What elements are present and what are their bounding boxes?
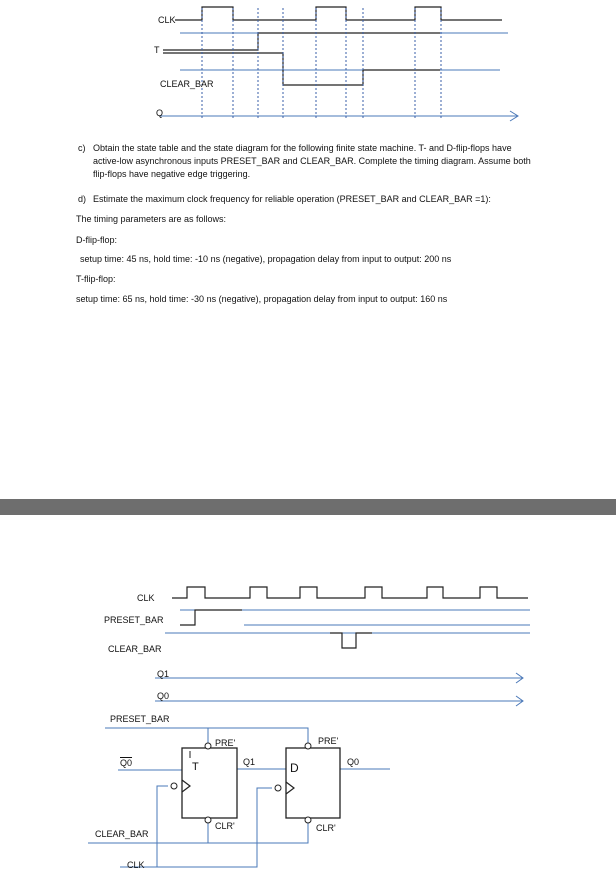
clear-bar2-waveform	[330, 633, 372, 648]
timing-and-circuit	[0, 515, 616, 888]
t-pre-bubble	[205, 743, 211, 749]
circuit-preset-bar-label: PRESET_BAR	[110, 714, 170, 724]
dff-params: setup time: 45 ns, hold time: -10 ns (negative), propagation delay from input to output: 200 ns	[80, 254, 452, 264]
clk-label: CLK	[158, 15, 176, 25]
circuit-wires	[88, 728, 390, 867]
dff-title: D-flip-flop:	[76, 235, 118, 245]
clk-waveform	[175, 7, 502, 20]
d-clr-label: CLR'	[316, 823, 336, 833]
clock-edge-guides	[202, 8, 441, 120]
d-flip-flop-box	[286, 748, 340, 818]
clear-bar2-label: CLEAR_BAR	[108, 644, 162, 654]
circuit-clear-bar-label: CLEAR_BAR	[95, 829, 149, 839]
preset-bar-waveform	[180, 610, 242, 625]
page-bottom	[0, 515, 616, 888]
preset-bar2-label: PRESET_BAR	[104, 615, 164, 625]
question-d-label: d)	[78, 194, 87, 204]
q-label: Q	[156, 108, 164, 118]
question-c-label: c)	[78, 143, 86, 153]
q1-output-label: Q1	[243, 757, 256, 767]
page-divider	[0, 499, 616, 515]
question-d-text: Estimate the maximum clock frequency for reliable operation (PRESET_BAR and CLEAR_BAR =1):	[93, 194, 491, 204]
t-clr-bubble	[205, 817, 211, 823]
q1-label: Q1	[157, 669, 170, 679]
t-input-label: T	[192, 761, 199, 773]
t-flip-flop-box	[182, 748, 237, 818]
q0-label: Q0	[157, 691, 170, 701]
q0-output-label: Q0	[347, 757, 360, 767]
t-clk-arrow	[182, 780, 190, 792]
t-label: T	[154, 45, 160, 55]
timing-params-intro: The timing parameters are as follows:	[76, 214, 227, 224]
d-pre-bubble	[305, 743, 311, 749]
tff-title: T-flip-flop:	[76, 274, 116, 284]
d-input-label: D	[290, 761, 299, 775]
d-clr-bubble	[305, 817, 311, 823]
t-clr-label: CLR'	[215, 821, 235, 831]
question-c-text: Obtain the state table and the state diagram for the following finite state machine. T- and D-flip-flops have active-low asynchronous inputs PRESET_BAR and CLEAR_BAR. Complete the timing diagram. Assume both flip-flops have negative edge triggering.	[93, 143, 531, 179]
clk2-waveform	[172, 587, 528, 598]
d-clk-bubble	[275, 785, 281, 791]
clk2-label: CLK	[137, 593, 155, 603]
circuit-q0-input-label: Q0	[120, 758, 133, 768]
t-clk-bubble	[171, 783, 177, 789]
circuit-clk-label: CLK	[127, 860, 145, 870]
t-pre-label: PRE'	[215, 738, 236, 748]
clear-bar-label: CLEAR_BAR	[160, 79, 214, 89]
tff-params: setup time: 65 ns, hold time: -30 ns (negative), propagation delay from input to output: 160 ns	[76, 294, 448, 304]
d-pre-label: PRE'	[318, 736, 339, 746]
t-waveform	[163, 33, 440, 50]
d-clk-arrow	[286, 782, 294, 794]
